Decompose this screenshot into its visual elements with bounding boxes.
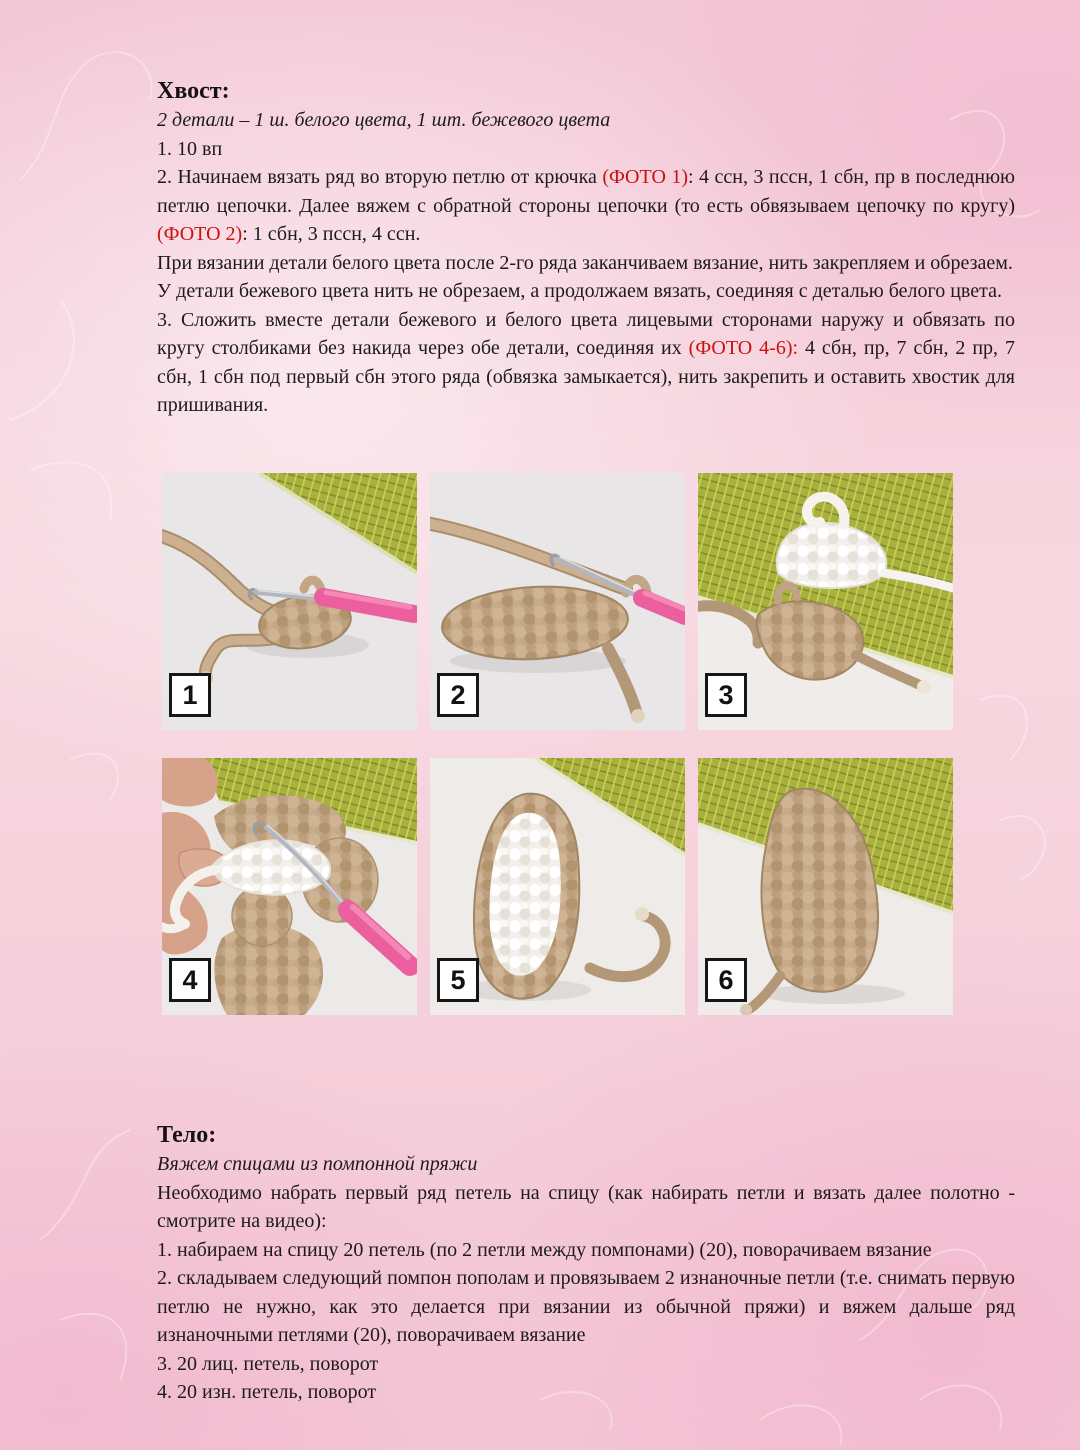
tail-section-subtitle: 2 детали – 1 ш. белого цвета, 1 шт. бежевого цвета (157, 109, 611, 131)
photo-6 (698, 758, 953, 1015)
photo-reference: (ФОТО 1) (602, 166, 689, 188)
photo-number-label: 1 (169, 673, 211, 717)
tail-step-3 (157, 306, 1015, 420)
text-segment: При вязании детали белого цвета после 2-го ряда заканчиваем вязание, нить закрепляем и обрезаем. (157, 251, 1013, 274)
text-segment: : 1 сбн, 3 пссн, 4 ссн. (242, 223, 421, 245)
text-segment: 4. 20 изн. петель, поворот (157, 1381, 377, 1403)
body-intro (157, 1179, 1015, 1236)
photo-number-label: 3 (705, 673, 747, 717)
photo-3 (698, 473, 953, 730)
body-step-1 (157, 1236, 1015, 1265)
text-segment: Необходимо набрать первый ряд петель на спицу (как набирать петли и вязать далее полотно - смотрите на видео): (157, 1181, 1015, 1232)
photo-number-label: 5 (437, 958, 479, 1002)
photo-1 (162, 473, 417, 730)
tail-section (157, 76, 1015, 420)
text-segment: 3. Сложить вместе детали бежевого и белого цвета лицевыми сторонами наружу и обвязать по кругу столбиками без накида через обе детали, соединяя их (157, 308, 1015, 359)
tail-section-title: Хвост: (157, 78, 230, 104)
photo-number-label: 6 (705, 958, 747, 1002)
text-segment: У детали бежевого цвета нить не обрезаем, а продолжаем вязать, соединяя с деталью белого цвета. (157, 280, 1002, 302)
photo-grid (162, 473, 953, 1015)
text-segment: 2. складываем следующий помпон пополам и провязываем 2 изнаночные петли (т.е. снимать первую петлю не нужно, как это делается при вязании из обычной пряжи) и вяжем дальше ряд изнаночными петлями (20), поворачиваем вязание (157, 1267, 1015, 1346)
text-segment: 1. набираем на спицу 20 петель (по 2 петли между помпонами) (20), поворачиваем вязание (157, 1238, 932, 1261)
body-section-title: Тело: (157, 1122, 217, 1148)
body-step-4 (157, 1378, 1015, 1407)
body-step-2 (157, 1264, 1015, 1350)
photo-4 (162, 758, 417, 1015)
photo-number-label: 2 (437, 673, 479, 717)
photo-reference: (ФОТО 4-6): (688, 337, 799, 359)
tail-note-white (157, 249, 1015, 278)
text-segment: 4 сбн, пр, 7 сбн, 2 пр, 7 сбн, 1 сбн под первый сбн этого ряда (обвязка замыкается), нить закрепить и оставить хвостик для пришивания. (157, 337, 1016, 416)
text-segment: 2. Начинаем вязать ряд во вторую петлю от крючка (157, 166, 603, 188)
text-segment: : 4 ссн, 3 пссн, 1 сбн, пр в последнюю петлю цепочки. Далее вяжем с обратной стороны цепочки (то есть обвязываем цепочку по кругу) (157, 166, 1015, 217)
photo-2 (430, 473, 685, 730)
photo-5 (430, 758, 685, 1015)
body-step-3 (157, 1350, 1015, 1379)
text-segment: 3. 20 лиц. петель, поворот (157, 1352, 379, 1375)
photo-reference: (ФОТО 2) (157, 223, 243, 245)
tail-step-2 (157, 163, 1015, 249)
body-section (157, 1120, 1015, 1407)
photo-number-label: 4 (169, 958, 211, 1002)
tail-step-1 (157, 135, 1015, 164)
tail-note-beige (157, 277, 1015, 306)
text-segment: 1. 10 вп (157, 137, 223, 160)
body-section-subtitle: Вяжем спицами из помпонной пряжи (157, 1153, 478, 1175)
